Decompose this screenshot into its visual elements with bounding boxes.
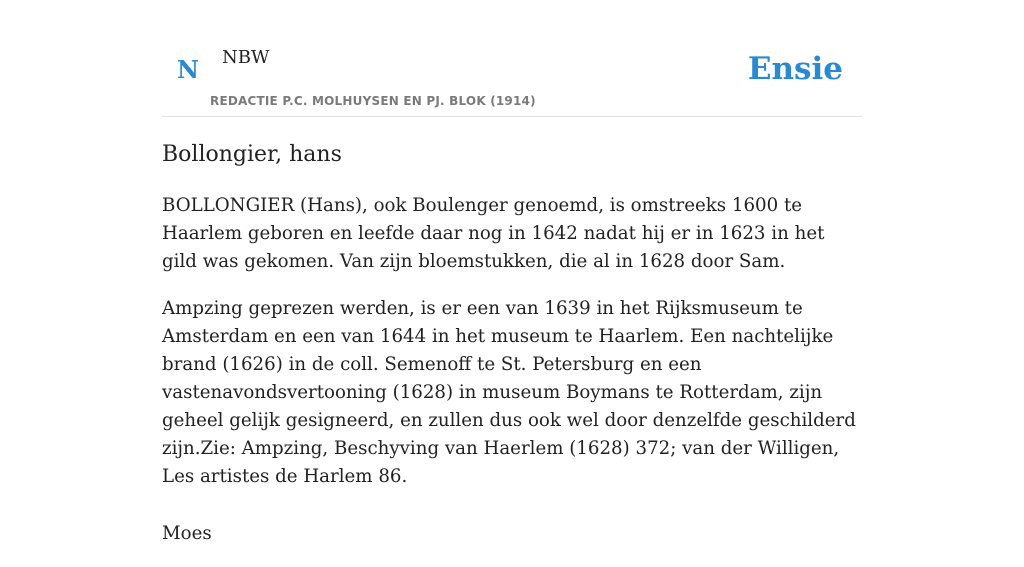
article-body xyxy=(162,192,862,567)
source-header xyxy=(162,0,862,117)
article-paragraph: Ampzing geprezen werden, is er een van 1639 in het Rijksmuseum te Amsterdam en een van 1644 in het museum te Haarlem. Een nachtelijke brand (1626) in de coll. Semenoff te St. Petersburg en een vastenavondsvertooning (1628) in museum Boymans te Rotterdam, zijn geheel gelijk gesigneerd, en zullen dus ook wel door denzelfde geschilderd zijn.Zie: Ampzing, Beschyving van Haerlem (1628) 372; van der Willigen, Les artistes de Harlem 86. xyxy=(162,298,856,487)
article-author: Moes xyxy=(162,523,212,544)
source-name[interactable]: NBW xyxy=(222,47,270,68)
source-subtitle: REDACTIE P.C. MOLHUYSEN EN PJ. BLOK (1914) xyxy=(210,94,536,108)
brand-logo[interactable]: Ensie xyxy=(747,51,843,87)
source-logo[interactable]: N xyxy=(177,55,199,84)
article-title: Bollongier, hans xyxy=(162,142,342,167)
article-paragraph: BOLLONGIER (Hans), ook Boulenger genoemd, is omstreeks 1600 te Haarlem geboren en leefde daar nog in 1642 nadat hij er in 1623 in het gild was gekomen. Van zijn bloemstukken, die al in 1628 door Sam. xyxy=(162,195,825,272)
